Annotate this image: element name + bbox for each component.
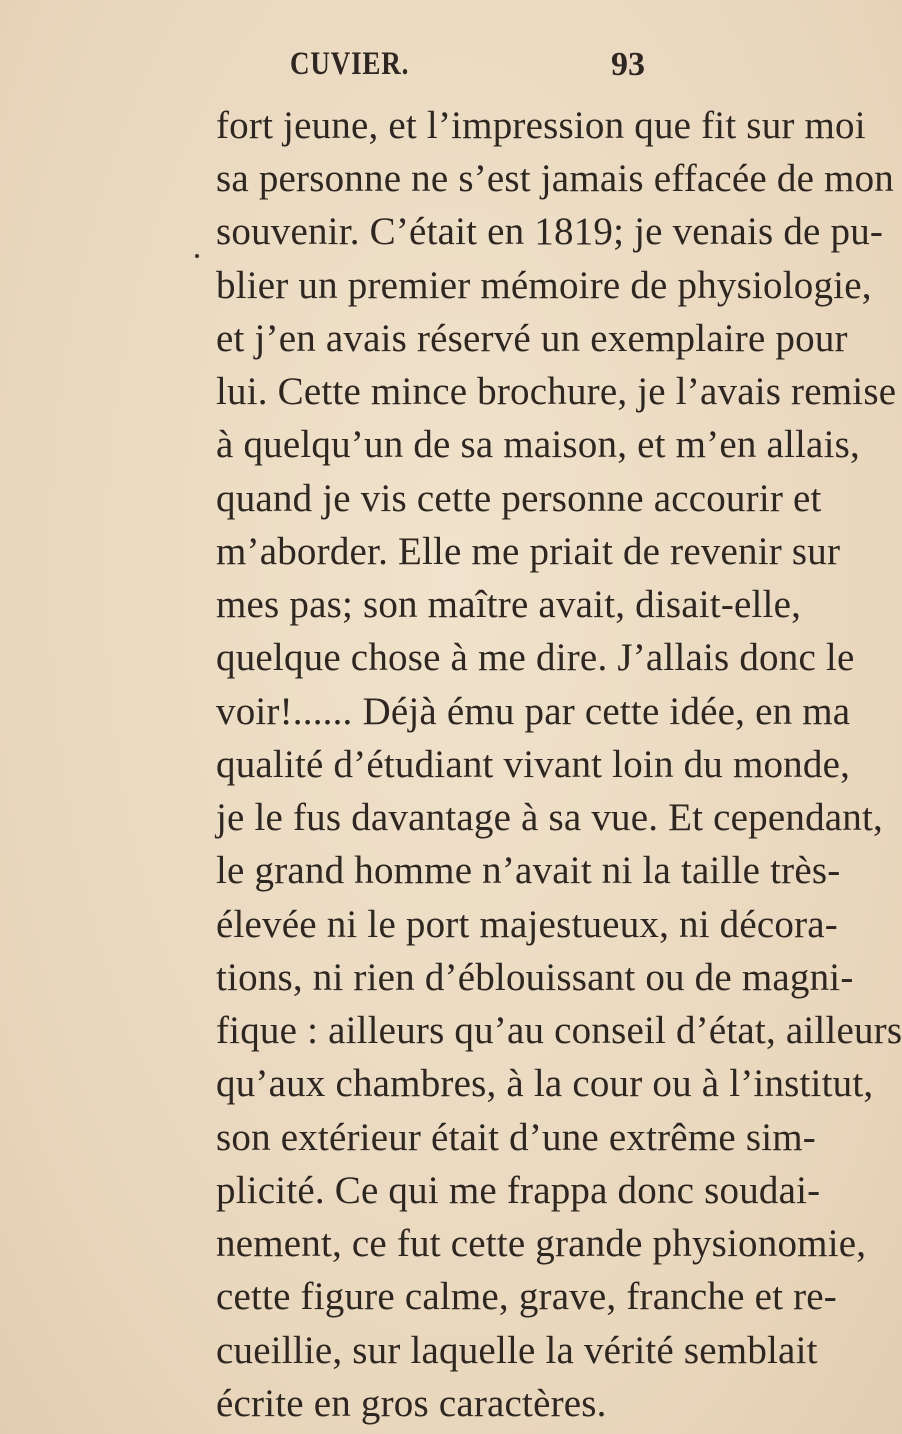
running-head (0, 38, 801, 86)
text-line: qu’aux chambres, à la cour ou à l’institut, (216, 1062, 874, 1105)
text-line: écrite en gros caractères. (216, 1382, 607, 1425)
text-line: nement, ce fut cette grande physionomie, (216, 1222, 867, 1265)
text-line: voir!...... Déjà ému par cette idée, en ma (216, 690, 851, 733)
text-line: lui. Cette mince brochure, je l’avais remise (216, 370, 897, 413)
text-line: m’aborder. Elle me priait de revenir sur (216, 530, 841, 573)
text-line: fique : ailleurs qu’au conseil d’état, ailleurs (216, 1009, 902, 1052)
text-line: je le fus davantage à sa vue. Et cependant, (216, 796, 883, 839)
text-line: blier un premier mémoire de physiologie, (216, 264, 872, 307)
text-line: son extérieur était d’une extrême sim- (216, 1116, 816, 1159)
page-number: 93 (611, 46, 645, 83)
text-line: sa personne ne s’est jamais effacée de mon (216, 157, 894, 200)
text-line: cueillie, sur laquelle la vérité semblait (216, 1329, 818, 1372)
text-line: élevée ni le port majestueux, ni décora- (216, 903, 838, 946)
text-line: qualité d’étudiant vivant loin du monde, (216, 743, 851, 786)
text-line: tions, ni rien d’éblouissant ou de magni- (216, 956, 854, 999)
text-line: cette figure calme, grave, franche et re- (216, 1275, 837, 1318)
text-line: quand je vis cette personne accourir et (216, 477, 822, 520)
text-line: souvenir. C’était en 1819; je venais de pu- (216, 210, 884, 253)
text-line: et j’en avais réservé un exemplaire pour (216, 317, 848, 360)
text-line: quelque chose à me dire. J’allais donc le (216, 636, 855, 679)
text-line: plicité. Ce qui me frappa donc soudai- (216, 1169, 821, 1212)
margin-dot (195, 254, 199, 258)
text-line: à quelqu’un de sa maison, et m’en allais, (216, 423, 860, 466)
text-line: le grand homme n’avait ni la taille très- (216, 849, 841, 892)
text-line: fort jeune, et l’impression que fit sur moi (216, 104, 866, 147)
text-line: mes pas; son maître avait, disait-elle, (216, 583, 802, 626)
running-head-title: CUVIER. (290, 46, 410, 82)
